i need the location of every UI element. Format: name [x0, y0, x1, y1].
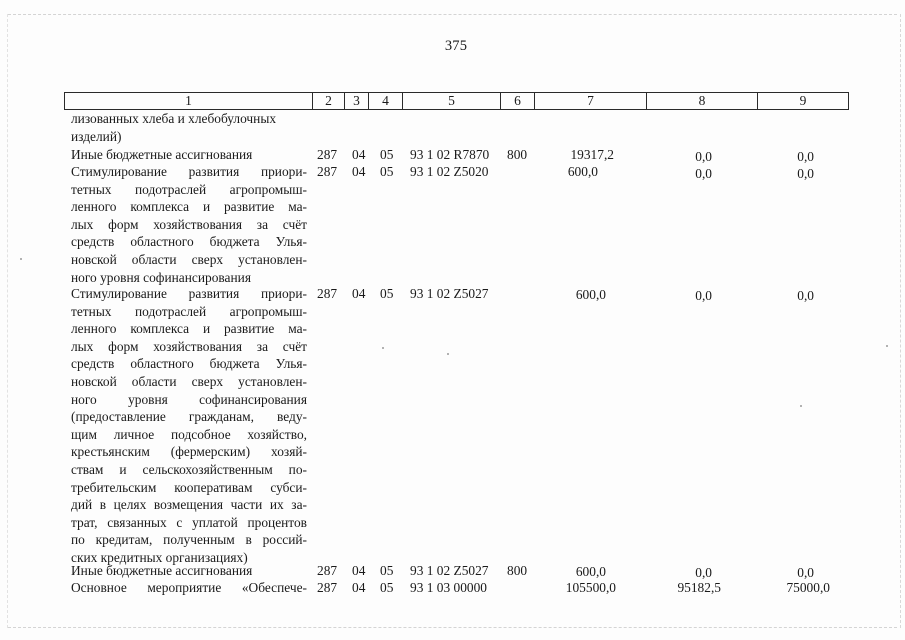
- row-5-col-5: 93 1 03 00000: [410, 580, 487, 595]
- row-2-description: [71, 163, 307, 286]
- row-2-col-7: 600,0: [567, 164, 598, 179]
- row-3-col-2: 287: [317, 286, 338, 301]
- row-4-col-4: 05: [380, 563, 394, 578]
- desc-line: Иные бюджетные ассигнования: [71, 563, 253, 578]
- desc-line: по кредитам, полученным в россий-: [71, 532, 307, 548]
- row-3-col-9: 0,0: [797, 288, 814, 303]
- scan-speck: [447, 353, 449, 355]
- desc-line: изделий): [71, 128, 122, 144]
- row-4-col-7: 600,0: [575, 564, 606, 579]
- desc-line: Основное мероприятие «Обеспече-: [71, 580, 307, 595]
- header-col-4: 4: [369, 93, 403, 109]
- row-5-col-8: 95182,5: [677, 580, 721, 595]
- scan-speck: [800, 405, 802, 407]
- desc-line: щим личное подсобное хозяйство,: [71, 426, 307, 442]
- row-4-col-9: 0,0: [797, 565, 814, 580]
- row-3-col-3: 04: [352, 286, 366, 301]
- row-4-col-8: 0,0: [695, 565, 712, 580]
- desc-line: лых форм хозяйствования за счёт: [71, 338, 307, 354]
- desc-line: новской области сверх установлен-: [71, 251, 307, 267]
- scan-speck: [886, 345, 888, 347]
- desc-line: новской области сверх установлен-: [71, 373, 307, 389]
- desc-line: лизованных хлеба и хлебобулочных: [71, 111, 277, 126]
- row-3-description: [71, 285, 307, 567]
- row-4-description: [71, 562, 307, 580]
- desc-line: крестьянским (фермерским) хозяй-: [71, 444, 307, 460]
- desc-line: ного уровня софинансирования: [71, 269, 251, 285]
- row-4-col-5: 93 1 02 Z5027: [410, 563, 489, 578]
- row-3-col-4: 05: [380, 286, 394, 301]
- scan-edge-top: [8, 14, 897, 15]
- header-col-7: 7: [535, 93, 647, 109]
- row-1-col-2: 287: [317, 147, 338, 162]
- row-2-col-3: 04: [352, 164, 366, 179]
- header-col-1: 1: [65, 93, 313, 109]
- desc-line: ленного комплекса и развитие ма-: [71, 199, 307, 215]
- row-5-col-2: 287: [317, 580, 338, 595]
- header-col-3: 3: [345, 93, 369, 109]
- header-col-8: 8: [647, 93, 758, 109]
- desc-line: требительским кооперативам субси-: [71, 479, 307, 495]
- desc-line: ного уровня софинансирования: [71, 391, 307, 407]
- row-3-col-5: 93 1 02 Z5027: [410, 286, 489, 301]
- row-5-col-4: 05: [380, 580, 394, 595]
- desc-line: Стимулирование развития приори-: [71, 286, 307, 301]
- scan-edge-bottom: [8, 627, 897, 628]
- desc-line: лых форм хозяйствования за счёт: [71, 216, 307, 232]
- row-1-col-7: 19317,2: [570, 147, 614, 162]
- row-1-description: [71, 146, 307, 164]
- header-col-5: 5: [403, 93, 501, 109]
- row-2-col-8: 0,0: [695, 166, 712, 181]
- row-5-col-9: 75000,0: [786, 580, 830, 595]
- row-2-col-4: 05: [380, 164, 394, 179]
- row-1-col-5: 93 1 02 R7870: [410, 147, 490, 162]
- scan-speck: [382, 347, 384, 349]
- desc-line: Стимулирование развития приори-: [71, 164, 307, 179]
- row-1-col-3: 04: [352, 147, 366, 162]
- row-2-col-2: 287: [317, 164, 338, 179]
- row-5-description: [71, 579, 307, 597]
- desc-line: ствам и сельскохозяйственным по-: [71, 461, 307, 477]
- desc-line: средств областного бюджета Улья-: [71, 234, 307, 250]
- row-0-description: [71, 110, 307, 145]
- header-col-2: 2: [313, 93, 345, 109]
- desc-line: средств областного бюджета Улья-: [71, 356, 307, 372]
- row-1-col-9: 0,0: [797, 149, 814, 164]
- row-4-col-6: 800: [507, 563, 528, 578]
- row-1-col-4: 05: [380, 147, 394, 162]
- desc-line: ских кредитных организациях): [71, 549, 248, 565]
- scan-edge-right: [900, 14, 901, 628]
- row-1-col-6: 800: [507, 147, 528, 162]
- header-col-6: 6: [501, 93, 535, 109]
- desc-line: (предоставление гражданам, веду-: [71, 409, 307, 425]
- desc-line: ленного комплекса и развитие ма-: [71, 321, 307, 337]
- row-4-col-3: 04: [352, 563, 366, 578]
- row-5-col-3: 04: [352, 580, 366, 595]
- row-3-col-7: 600,0: [575, 287, 606, 302]
- page-number: 375: [444, 38, 468, 54]
- row-2-col-9: 0,0: [797, 166, 814, 181]
- row-3-col-8: 0,0: [695, 288, 712, 303]
- row-2-col-5: 93 1 02 Z5020: [410, 164, 489, 179]
- scan-speck: [20, 258, 22, 260]
- desc-line: Иные бюджетные ассигнования: [71, 147, 253, 162]
- desc-line: трат, связанных с уплатой процентов: [71, 514, 307, 530]
- header-col-9: 9: [799, 93, 807, 108]
- desc-line: тетных подотраслей агропромыш-: [71, 181, 307, 197]
- desc-line: тетных подотраслей агропромыш-: [71, 303, 307, 319]
- desc-line: дий в целях возмещения части их за-: [71, 497, 307, 513]
- table-header-row: [64, 92, 849, 110]
- row-1-col-8: 0,0: [695, 149, 712, 164]
- row-5-col-7: 105500,0: [565, 580, 616, 595]
- row-4-col-2: 287: [317, 563, 338, 578]
- scan-edge-left: [7, 14, 8, 628]
